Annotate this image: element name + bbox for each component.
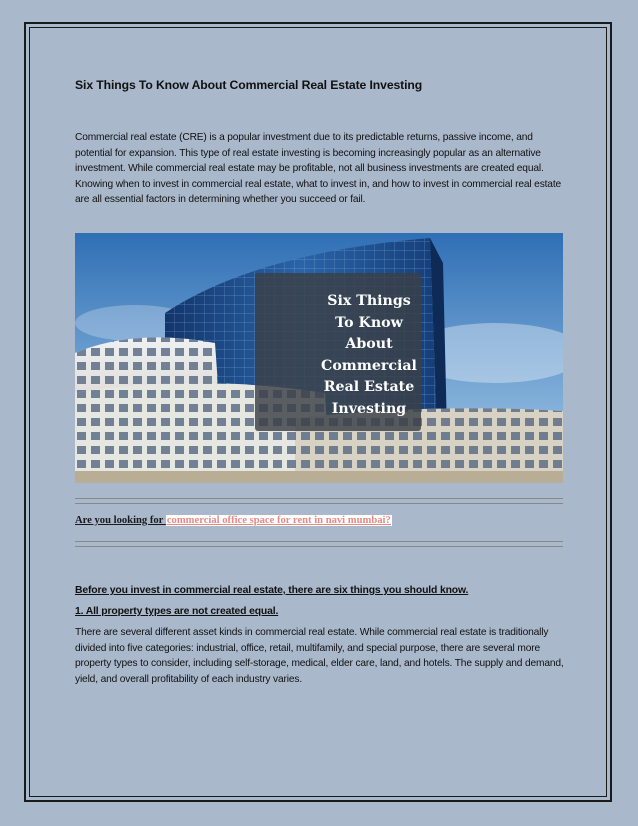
divider-top — [75, 498, 563, 504]
hero-line: Real Estate — [323, 379, 415, 395]
hero-image — [75, 233, 563, 483]
section-heading: Before you invest in commercial real estate, there are six things you should know. — [75, 585, 469, 596]
hero-line: To Know — [335, 314, 403, 331]
hero-line: Investing — [331, 400, 407, 417]
divider-bottom — [75, 541, 563, 547]
hero-line: Six Things — [327, 293, 411, 309]
document-title: Six Things To Know About Commercial Real Estate Investing — [75, 78, 423, 92]
hero-caption — [307, 291, 431, 420]
hero-line: Commercial — [321, 357, 417, 374]
cta-line — [75, 515, 392, 526]
cta-link[interactable]: commercial office space for rent in navi mumbai? — [166, 515, 391, 526]
cta-prefix: Are you looking for — [75, 515, 166, 526]
document-body — [75, 78, 565, 208]
section-body — [75, 585, 565, 687]
intro-paragraph: Commercial real estate (CRE) is a popular investment due to its predictable returns, passive income, and potential for expansion. This type of real estate investing is becoming increasingly popular as an alternative investment. While commercial real estate may be profitable, not all business investments are created equal. Knowing when to invest in commercial real estate, what to invest in, and how to invest in commercial real estate are all essential factors in determining whether you succeed or fail. — [75, 132, 562, 206]
point-1-heading: 1. All property types are not created equal. — [75, 606, 279, 617]
hero-line: About — [345, 336, 393, 352]
point-1-body: There are several different asset kinds in commercial real estate. While commercial real estate is traditionally divided into five categories: industrial, office, retail, multifamily, and special purpose, there are several more property types to consider, including self-storage, medical, elder care, land, and hotels. The supply and demand, yield, and overall profitability of each industry varies. — [75, 627, 564, 685]
